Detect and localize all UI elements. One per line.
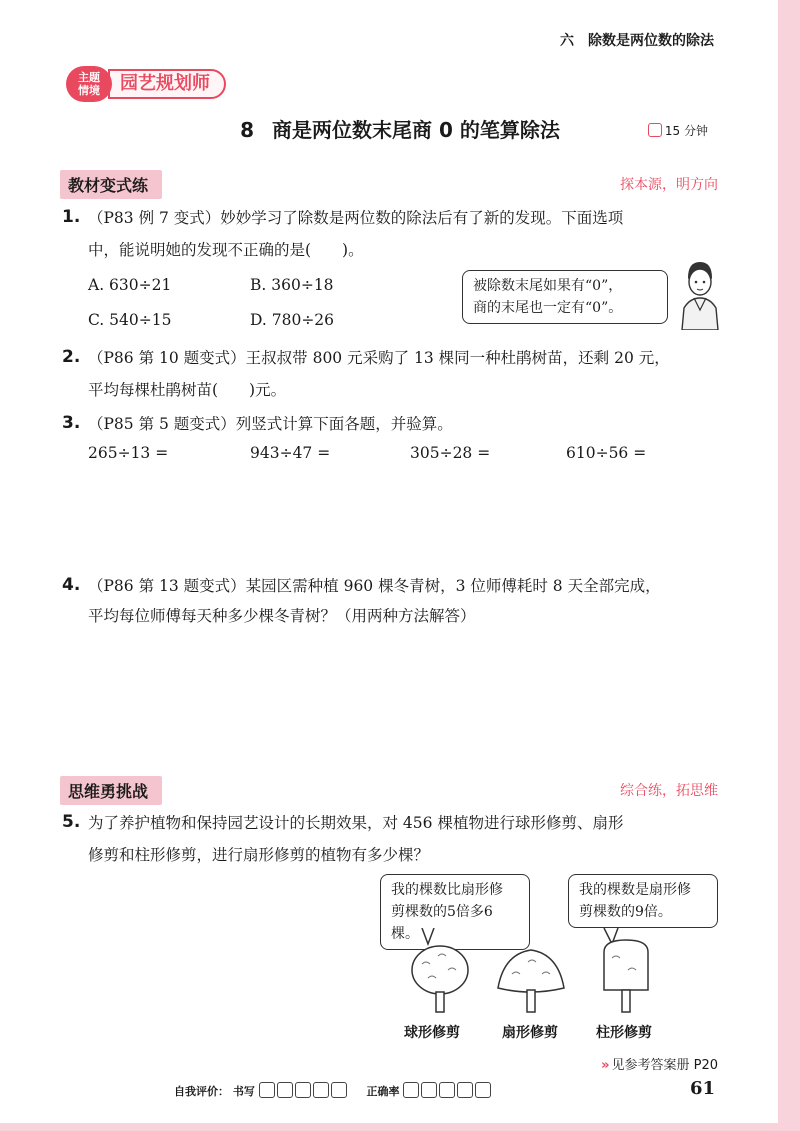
theme-badge-line2: 情境	[78, 84, 100, 97]
question-4-number: 4.	[62, 575, 81, 595]
chapter-header	[560, 30, 714, 50]
thumb-icon[interactable]	[439, 1082, 455, 1098]
question-1-number: 1.	[62, 207, 81, 227]
thumb-icon[interactable]	[295, 1082, 311, 1098]
thumb-icon[interactable]	[259, 1082, 275, 1098]
question-4-line2: 平均每位师傅每天种多少棵冬青树？（用两种方法解答）	[88, 607, 476, 625]
answer-reference-text: 见参考答案册 P20	[611, 1058, 718, 1073]
question-3-item-1: 265÷13 =	[88, 444, 169, 462]
accuracy-label: 正确率	[366, 1085, 400, 1098]
self-eval-label: 自我评价：	[174, 1085, 229, 1098]
question-5-line1: 为了养护植物和保持园艺设计的长期效果，对 456 棵植物进行球形修剪、扇形	[88, 814, 624, 832]
plant-label-fan: 扇形修剪	[502, 1025, 558, 1041]
bubble1-line1: 我的棵数比扇形修	[391, 882, 503, 898]
section-tag-challenge: 思维勇挑战	[60, 776, 162, 805]
question-3-item-2: 943÷47 =	[250, 444, 331, 462]
thumb-icon[interactable]	[403, 1082, 419, 1098]
student-boy-illustration	[676, 256, 724, 330]
thumb-icon[interactable]	[457, 1082, 473, 1098]
chapter-number: 六	[560, 33, 574, 49]
page-bottom-strip	[0, 1123, 800, 1131]
thumb-icon[interactable]	[277, 1082, 293, 1098]
question-1-line1: （P83 例 7 变式）妙妙学习了除数是两位数的除法后有了新的发现。下面选项	[88, 209, 624, 227]
section-sub-textbook: 探本源，明方向	[620, 177, 718, 193]
question-4-line1: （P86 第 13 题变式）某园区需种植 960 棵冬青树，3 位师傅耗时 8 天全部完成，	[88, 577, 661, 595]
section-tag-textbook: 教材变式练	[60, 170, 162, 199]
question-5-line2: 修剪和柱形修剪，进行扇形修剪的植物有多少棵？	[88, 846, 430, 864]
writing-label: 书写	[232, 1085, 255, 1098]
thumb-icon[interactable]	[331, 1082, 347, 1098]
theme-badge	[66, 66, 112, 102]
question-1-option-d: D. 780÷26	[250, 311, 335, 329]
double-chevron-icon: »	[601, 1058, 610, 1073]
column-topiary-tree-icon	[596, 938, 656, 1014]
bubble1-line2: 剪棵数的5倍多6棵。	[391, 904, 493, 942]
question-3-number: 3.	[62, 413, 81, 433]
bubble2-line2: 剪棵数的9倍。	[579, 904, 672, 920]
question-2-line2: 平均每棵杜鹃树苗( )元。	[88, 381, 287, 399]
plant-label-sphere: 球形修剪	[404, 1025, 460, 1041]
lesson-number: 8	[240, 118, 255, 142]
thumb-icon[interactable]	[475, 1082, 491, 1098]
question-3-item-3: 305÷28 =	[410, 444, 491, 462]
question-1-option-c: C. 540÷15	[88, 311, 172, 329]
bubble2-line1: 我的棵数是扇形修	[579, 882, 691, 898]
question-1-speech-bubble	[462, 270, 668, 324]
bubble-line2: 商的末尾也一定有“0”。	[473, 300, 623, 316]
thumb-icon[interactable]	[313, 1082, 329, 1098]
bubble-line1: 被除数末尾如果有“0”，	[473, 278, 623, 294]
chapter-title: 除数是两位数的除法	[588, 33, 714, 49]
page-number: 61	[690, 1078, 716, 1099]
question-5-number: 5.	[62, 812, 81, 832]
plant-label-column: 柱形修剪	[596, 1025, 652, 1041]
self-evaluation	[174, 1082, 493, 1099]
time-text: 15 分钟	[664, 124, 708, 138]
question-1-option-a: A. 630÷21	[88, 276, 172, 294]
question-1-option-b: B. 360÷18	[250, 276, 334, 294]
theme-badge-line1: 主题	[78, 71, 100, 84]
question-5-bubble-column	[568, 874, 718, 928]
question-2-number: 2.	[62, 347, 81, 367]
question-3-line1: （P85 第 5 题变式）列竖式计算下面各题，并验算。	[88, 415, 453, 433]
theme-title: 园艺规划师	[108, 69, 226, 99]
question-1-line2: 中，能说明她的发现不正确的是( )。	[88, 241, 364, 259]
lesson-title-text: 商是两位数末尾商 0 的笔算除法	[272, 118, 560, 142]
answer-reference	[601, 1054, 718, 1073]
clock-icon	[648, 123, 662, 137]
thumb-icon[interactable]	[421, 1082, 437, 1098]
time-estimate	[648, 122, 708, 139]
sphere-topiary-tree-icon	[408, 944, 472, 1014]
page-edge-strip	[778, 0, 800, 1131]
section-sub-challenge: 综合练，拓思维	[620, 783, 718, 799]
fan-topiary-tree-icon	[494, 944, 568, 1014]
question-3-item-4: 610÷56 =	[566, 444, 647, 462]
question-2-line1: （P86 第 10 题变式）王叔叔带 800 元采购了 13 棵同一种杜鹃树苗，还剩 20 元，	[88, 349, 670, 367]
